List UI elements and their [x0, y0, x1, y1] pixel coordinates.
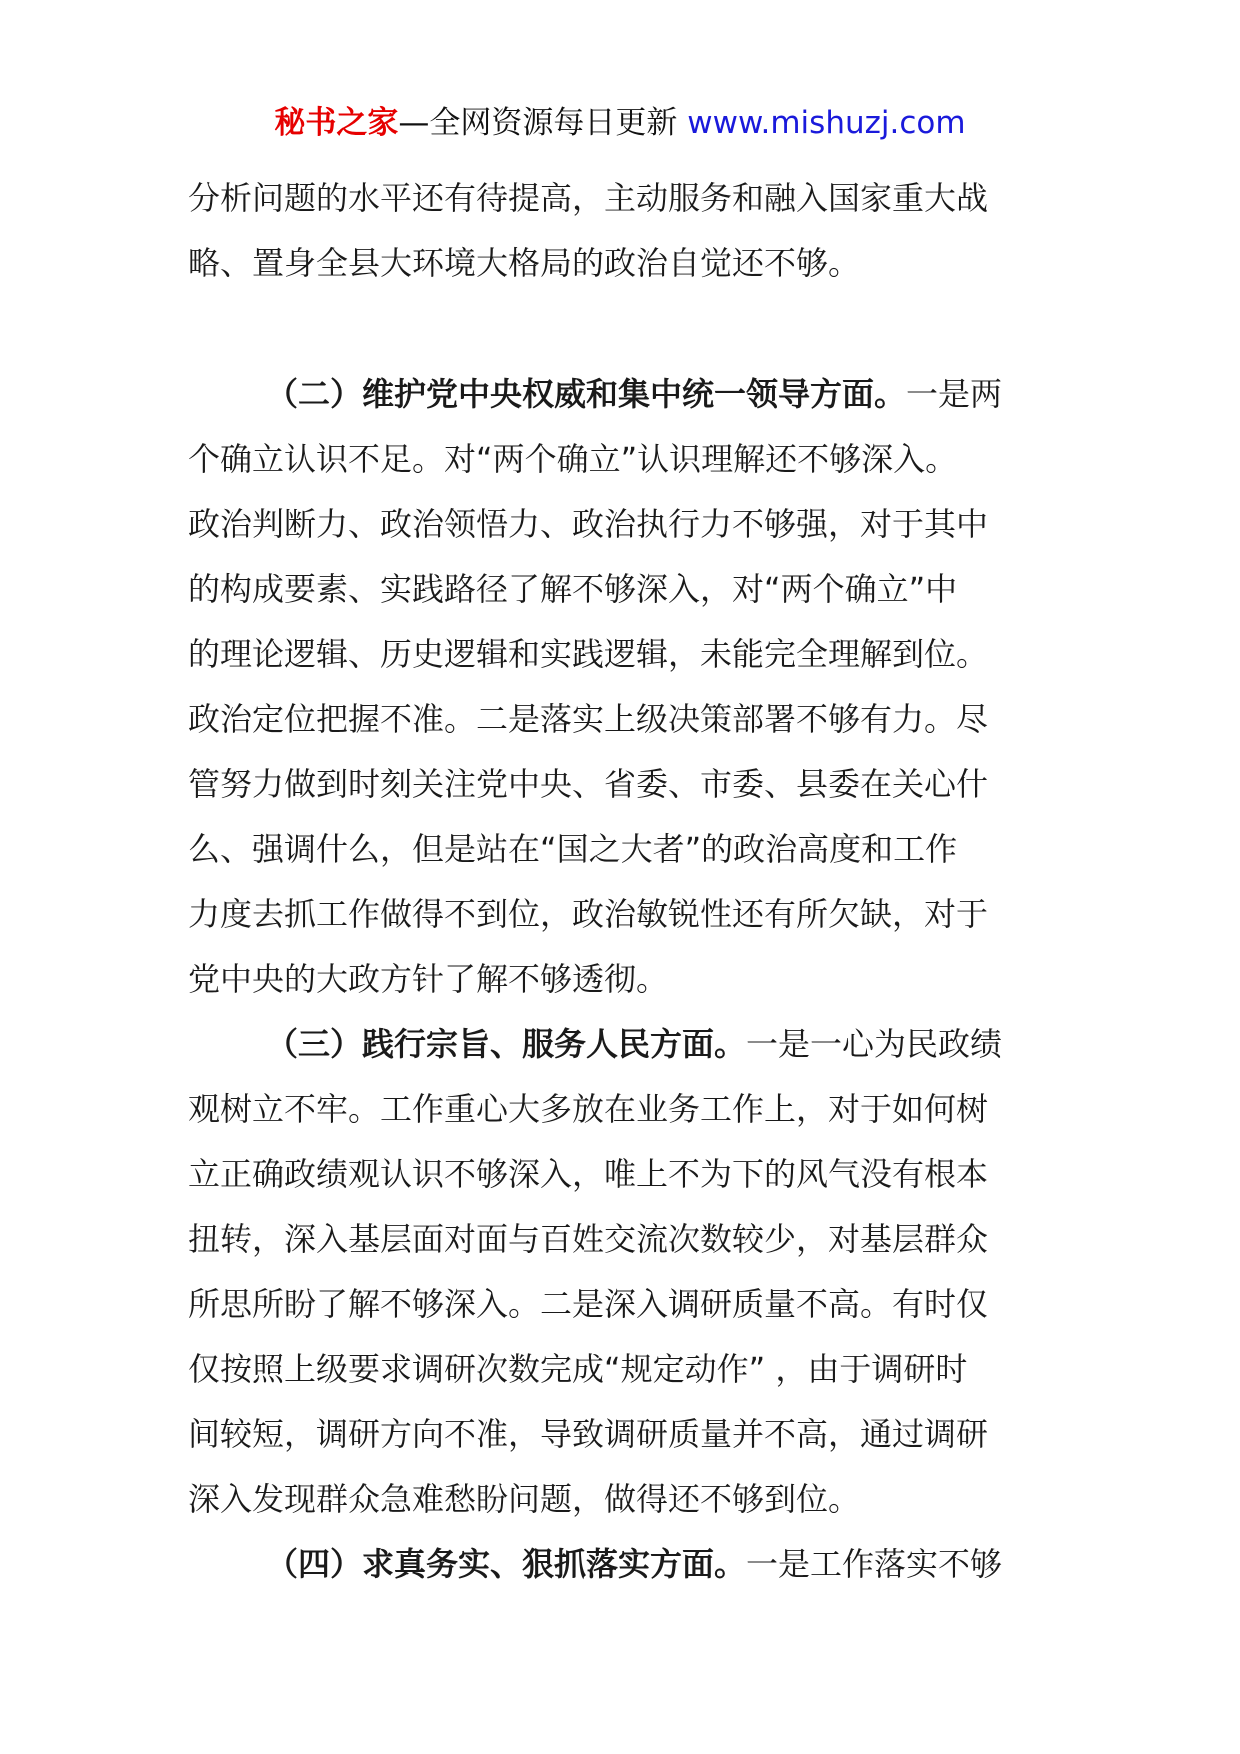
paragraph-line: 立正确政绩观认识不够深入，唯上不为下的风气没有根本 — [188, 1155, 989, 1193]
paragraph-line: 所思所盼了解不够深入。二是深入调研质量不高。有时仅 — [188, 1285, 989, 1323]
site-url[interactable]: www.mishuzj.com — [687, 105, 966, 141]
paragraph-line: 的构成要素、实践路径了解不够深入，对“两个确立”中 — [188, 570, 958, 608]
section-4-heading: （四）求真务实、狠抓落实方面。 — [266, 1545, 747, 1583]
paragraph-line: 力度去抓工作做得不到位，政治敏锐性还有所欠缺，对于 — [188, 895, 989, 933]
section-3-first-line-text: 一是一心为民政绩 — [746, 1025, 1003, 1063]
section-3-heading: （三）践行宗旨、服务人民方面。 — [266, 1025, 747, 1063]
paragraph-line: 管努力做到时刻关注党中央、省委、市委、县委在关心什 — [188, 765, 989, 803]
section-3-first-line — [188, 1012, 1052, 1077]
paragraph-line: 个确立认识不足。对“两个确立”认识理解还不够深入。 — [188, 440, 958, 478]
paragraph-line: 扭转，深入基层面对面与百姓交流次数较少，对基层群众 — [188, 1220, 989, 1258]
paragraph-line: 党中央的大政方针了解不够透彻。 — [188, 960, 669, 998]
site-tagline: —全网资源每日更新 — [398, 105, 678, 141]
section-2-first-line-text: 一是两 — [906, 375, 1003, 413]
paragraph-line: 政治判断力、政治领悟力、政治执行力不够强，对于其中 — [188, 505, 989, 543]
site-header — [0, 100, 1240, 146]
paragraph-line: 的理论逻辑、历史逻辑和实践逻辑，未能完全理解到位。 — [188, 635, 989, 673]
document-body — [188, 166, 1052, 1597]
section-2-first-line — [188, 362, 1052, 427]
paragraph-line: 深入发现群众急难愁盼问题，做得还不够到位。 — [188, 1480, 861, 1518]
paragraph-line: 么、强调什么，但是站在“国之大者”的政治高度和工作 — [188, 830, 958, 868]
paragraph-line: 仅按照上级要求调研次数完成“规定动作” ，由于调研时 — [188, 1350, 968, 1388]
section-4-first-line — [188, 1532, 1052, 1597]
paragraph-line: 间较短，调研方向不准，导致调研质量并不高，通过调研 — [188, 1415, 989, 1453]
paragraph-gap — [188, 296, 1052, 362]
paragraph-line: 分析问题的水平还有待提高，主动服务和融入国家重大战 — [188, 179, 989, 217]
paragraph-line: 观树立不牢。工作重心大多放在业务工作上，对于如何树 — [188, 1090, 989, 1128]
paragraph-line: 略、置身全县大环境大格局的政治自觉还不够。 — [188, 244, 861, 282]
paragraph-line: 政治定位把握不准。二是落实上级决策部署不够有力。尽 — [188, 700, 989, 738]
section-2-heading: （二）维护党中央权威和集中统一领导方面。 — [266, 375, 907, 413]
site-brand: 秘书之家 — [274, 105, 399, 141]
section-4-first-line-text: 一是工作落实不够 — [746, 1545, 1003, 1583]
